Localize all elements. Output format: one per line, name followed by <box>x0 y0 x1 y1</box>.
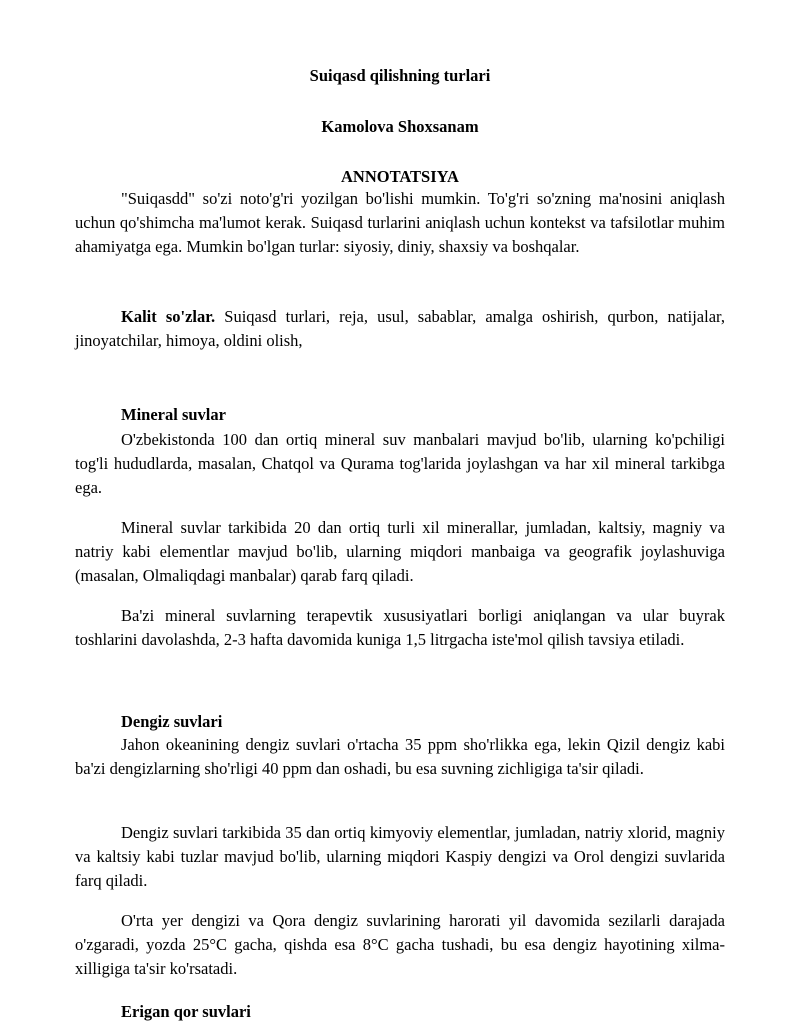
section-heading-mineral-waters: Mineral suvlar <box>121 405 226 424</box>
keywords-paragraph <box>75 305 725 353</box>
abstract-heading: ANNOTATSIYA <box>341 167 459 186</box>
section-paragraph: Mineral suvlar tarkibida 20 dan ortiq turli xil minerallar, jumladan, kaltsiy, magniy va natriy kabi elementlar mavjud bo'lib, ularning miqdori manbaiga va geografik joylashuviga (masalan, Olmaliqdagi manbalar) qarab farq qiladi. <box>75 518 725 586</box>
keywords-label: Kalit so'zlar. <box>121 307 216 326</box>
section-paragraph: Dengiz suvlari tarkibida 35 dan ortiq kimyoviy elementlar, jumladan, natriy xlorid, magniy va kaltsiy kabi tuzlar mavjud bo'lib, ularning miqdori Kaspiy dengizi va Orol dengizi suvlarida farq qiladi. <box>75 823 725 891</box>
section-heading-sea-waters: Dengiz suvlari <box>121 712 223 731</box>
author-name: Kamolova Shoxsanam <box>321 117 479 136</box>
document-title: Suiqasd qilishning turlari <box>309 66 491 85</box>
section-paragraph: Ba'zi mineral suvlarning terapevtik xususiyatlari borligi aniqlangan va ular buyrak toshlarini davolashda, 2-3 hafta davomida kuniga 1,5 litrgacha iste'mol qilish tavsiya etiladi. <box>75 606 725 650</box>
section-paragraph: O'zbekistonda 100 dan ortiq mineral suv manbalari mavjud bo'lib, ularning ko'pchiligi tog'li hududlarda, masalan, Chatqol va Qurama tog'larida joylashgan va har xil mineral tarkibga ega. <box>75 430 725 498</box>
keywords-list: Suiqasd turlari, reja, usul, sabablar, amalga oshirish, qurbon, natijalar, jinoyatchilar, himoya, oldini olish, <box>75 307 725 351</box>
abstract-paragraph: "Suiqasdd" so'zi noto'g'ri yozilgan bo'lishi mumkin. To'g'ri so'zning ma'nosini aniqlash uchun qo'shimcha ma'lumot kerak. Suiqasd turlarini aniqlash uchun kontekst va tafsilotlar muhim ahamiyatga ega. Mumkin bo'lgan turlar: siyosiy, diniy, shaxsiy va boshqalar. <box>75 189 725 257</box>
section-heading-snowmelt-waters: Erigan qor suvlari <box>121 1002 251 1021</box>
section-paragraph: Jahon okeanining dengiz suvlari o'rtacha 35 ppm sho'rlikka ega, lekin Qizil dengiz kabi ba'zi dengizlarning sho'rligi 40 ppm dan oshadi, bu esa suvning zichligiga ta'sir qiladi. <box>75 735 725 779</box>
section-paragraph: O'rta yer dengizi va Qora dengiz suvlarining harorati yil davomida sezilarli darajada o'zgaradi, yozda 25°C gacha, qishda esa 8°C gacha tushadi, bu esa dengiz hayotining xilma-xilligiga ta'sir ko'rsatadi. <box>75 911 725 979</box>
